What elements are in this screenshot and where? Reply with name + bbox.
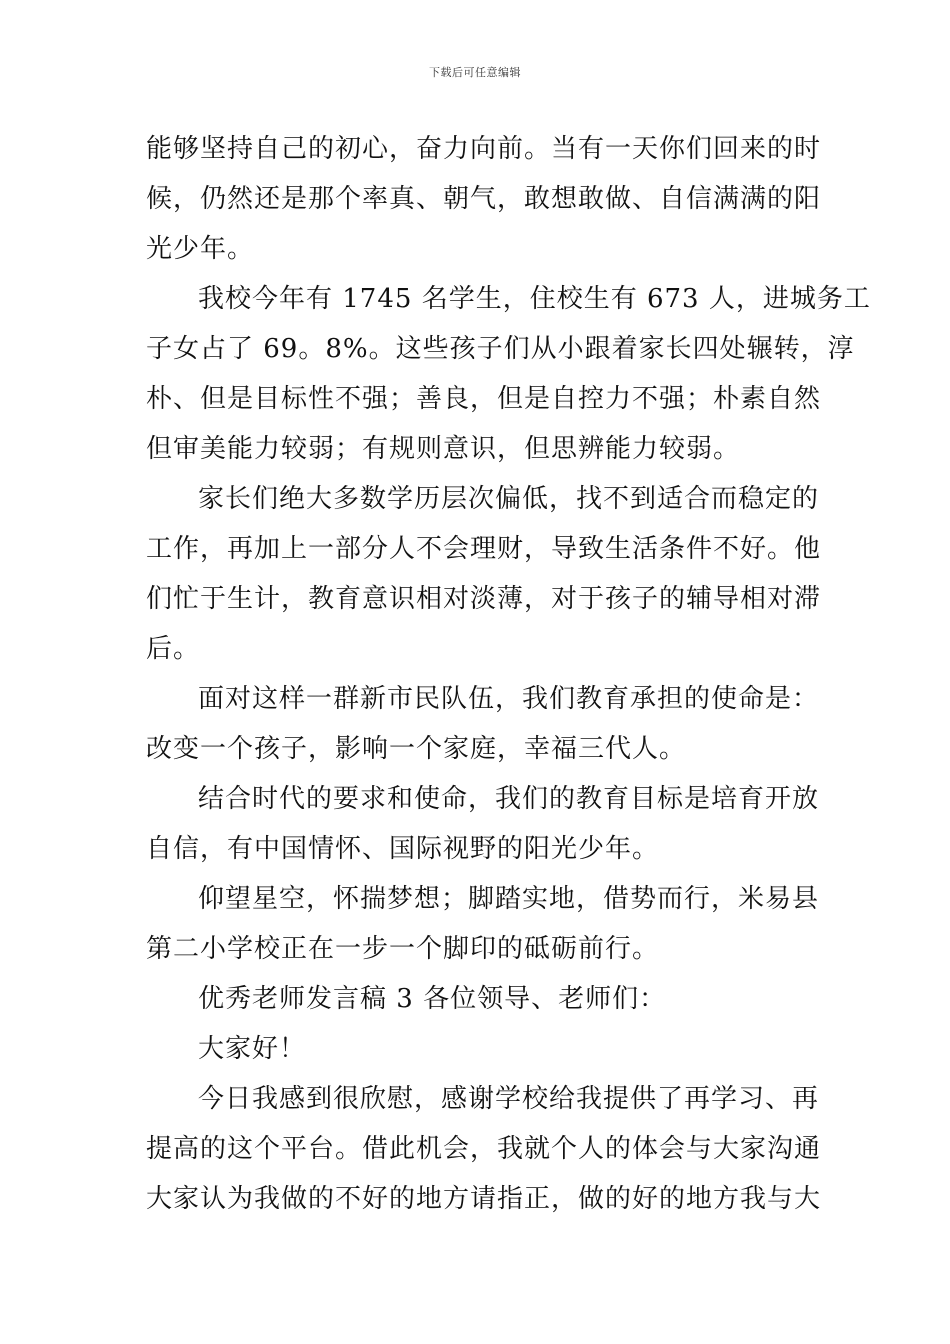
text-line: 提高的这个平台。借此机会，我就个人的体会与大家沟通: [146, 1134, 822, 1164]
text-line: 朴、但是目标性不强；善良，但是自控力不强；朴素自然: [146, 384, 822, 414]
text-line: 工作，再加上一部分人不会理财，导致生活条件不好。他: [146, 534, 822, 564]
text-line: 结合时代的要求和使命，我们的教育目标是培育开放: [198, 784, 820, 814]
text-line: 能够坚持自己的初心，奋力向前。当有一天你们回来的时: [146, 134, 822, 164]
text-line: 我校今年有 1745 名学生，住校生有 673 人，进城务工: [198, 284, 871, 314]
text-line: 后。: [146, 634, 201, 664]
text-line: 大家认为我做的不好的地方请指正，做的好的地方我与大: [146, 1184, 822, 1214]
text-line: 改变一个孩子，影响一个家庭，幸福三代人。: [146, 734, 687, 764]
text-line: 候，仍然还是那个率真、朝气，敢想敢做、自信满满的阳: [146, 184, 822, 214]
text-line: 优秀老师发言稿 3 各位领导、老师们：: [198, 984, 667, 1014]
text-line: 自信，有中国情怀、国际视野的阳光少年。: [146, 834, 660, 864]
text-line: 今日我感到很欣慰，感谢学校给我提供了再学习、再: [198, 1084, 820, 1114]
text-line: 但审美能力较弱；有规则意识，但思辨能力较弱。: [146, 434, 741, 464]
text-line: 子女占了 69。8%。这些孩子们从小跟着家长四处辗转，淳: [146, 334, 855, 364]
header-note: 下载后可任意编辑: [429, 66, 521, 79]
text-line: 仰望星空，怀揣梦想；脚踏实地，借势而行，米易县: [198, 884, 820, 914]
text-line: 们忙于生计，教育意识相对淡薄，对于孩子的辅导相对滞: [146, 584, 822, 614]
text-line: 家长们绝大多数学历层次偏低，找不到适合而稳定的: [198, 484, 820, 514]
text-line: 大家好！: [198, 1034, 307, 1064]
text-line: 光少年。: [146, 234, 255, 264]
text-line: 第二小学校正在一步一个脚印的砥砺前行。: [146, 934, 660, 964]
document-body: [146, 124, 871, 1224]
text-line: 面对这样一群新市民队伍，我们教育承担的使命是：: [198, 684, 820, 714]
